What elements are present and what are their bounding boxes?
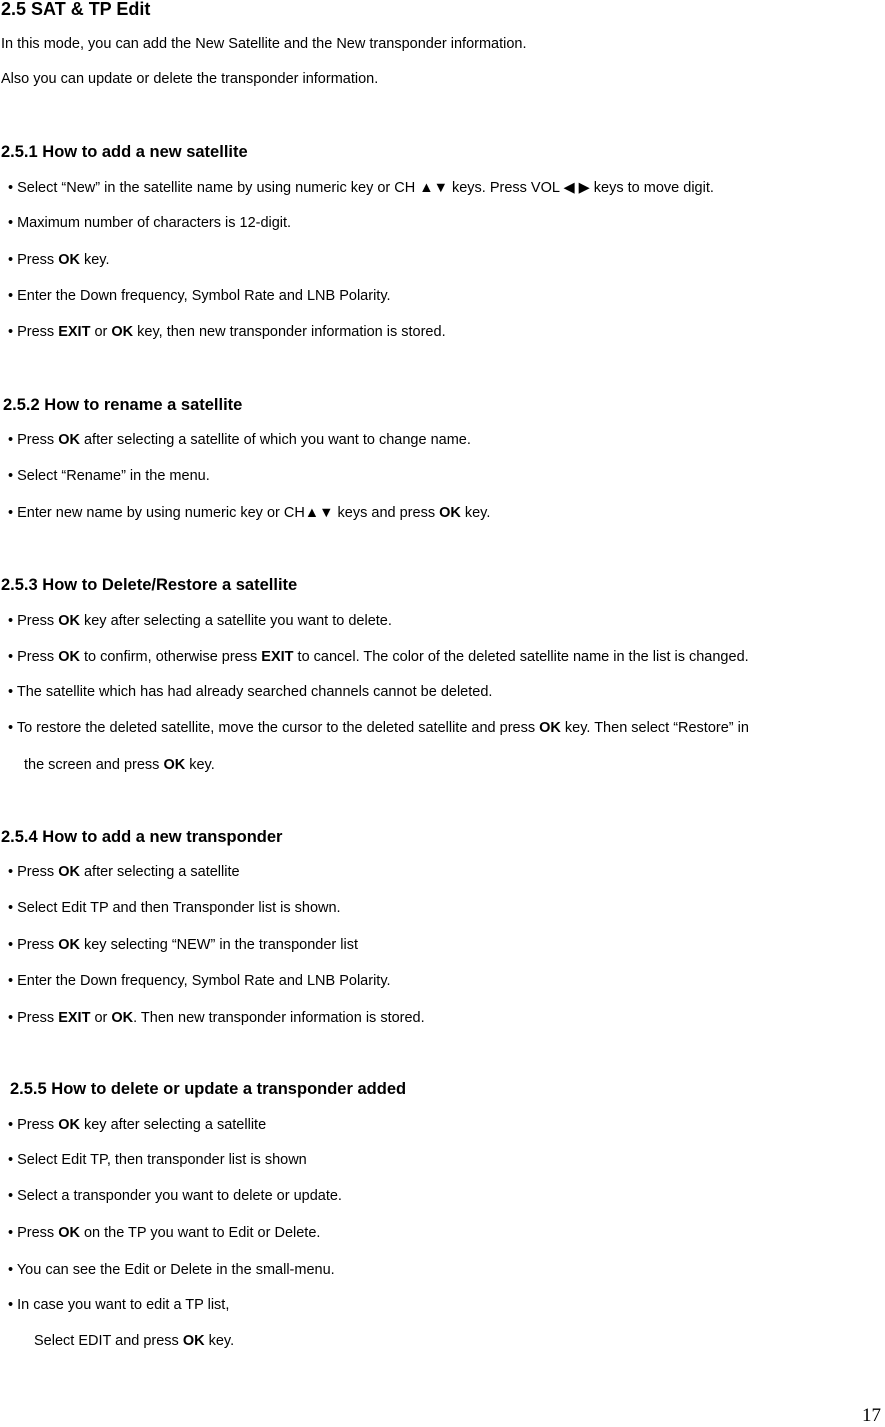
bullet-item: • In case you want to edit a TP list, [8,1297,230,1313]
intro-line-2: Also you can update or delete the transponder information. [1,71,379,87]
page-number: 17 [862,1405,881,1426]
bullet-item: • Press OK key after selecting a satellite [8,1117,267,1133]
key-name: OK [111,324,134,340]
key-name: OK [58,613,80,629]
key-name: OK [58,252,80,268]
bullet-item: • Enter the Down frequency, Symbol Rate and LNB Polarity. [8,973,391,989]
section-heading-2-5-1: 2.5.1 How to add a new satellite [1,143,248,161]
key-name: EXIT [58,1010,91,1026]
key-name: OK [58,432,80,448]
bullet-item: • Enter new name by using numeric key or CH▲▼ keys and press OK key. [8,505,491,521]
key-name: OK [111,1010,134,1026]
bullet-item: • Maximum number of characters is 12-digit. [8,215,292,231]
page-title: 2.5 SAT & TP Edit [1,0,151,19]
bullet-item: • Press EXIT or OK. Then new transponder information is stored. [8,1010,425,1026]
key-name: EXIT [58,324,91,340]
bullet-item: • Press OK after selecting a satellite [8,864,240,880]
bullet-item: • Press EXIT or OK key, then new transponder information is stored. [8,324,446,340]
key-name: OK [182,1333,205,1349]
key-name: OK [58,864,80,880]
section-heading-2-5-4: 2.5.4 How to add a new transponder [1,828,283,846]
bullet-item: • Press OK after selecting a satellite of which you want to change name. [8,432,471,448]
key-name: OK [58,1225,80,1241]
bullet-item: • Press OK to confirm, otherwise press EXIT to cancel. The color of the deleted satellite name in the list is changed. [8,649,749,665]
section-heading-2-5-3: 2.5.3 How to Delete/Restore a satellite [1,576,298,594]
bullet-item: • Press OK key selecting “NEW” in the transponder list [8,937,358,953]
key-name: OK [58,937,80,953]
key-name: OK [539,720,561,736]
bullet-continuation: the screen and press OK key. [24,757,215,773]
bullet-item: • Select Edit TP, then transponder list is shown [8,1152,307,1168]
bullet-item: • Select Edit TP and then Transponder list is shown. [8,900,341,916]
section-heading-2-5-2: 2.5.2 How to rename a satellite [3,396,243,414]
key-name: OK [163,757,186,773]
bullet-item: • Enter the Down frequency, Symbol Rate and LNB Polarity. [8,288,391,304]
bullet-item: • You can see the Edit or Delete in the small-menu. [8,1262,335,1278]
bullet-item: • Select “Rename” in the menu. [8,468,210,484]
key-name: OK [58,649,80,665]
bullet-item: • Press OK on the TP you want to Edit or Delete. [8,1225,321,1241]
bullet-item: • Press OK key after selecting a satellite you want to delete. [8,613,392,629]
bullet-item: • Select a transponder you want to delete or update. [8,1188,342,1204]
bullet-item: • To restore the deleted satellite, move the cursor to the deleted satellite and press OK key. Then select “Restore” in [8,720,749,736]
intro-line-1: In this mode, you can add the New Satellite and the New transponder information. [1,36,527,52]
key-name: OK [439,505,461,521]
bullet-item: • Press OK key. [8,252,110,268]
bullet-item: • Select “New” in the satellite name by using numeric key or CH ▲▼ keys. Press VOL ◀ ▶ keys to move digit. [8,180,714,196]
key-name: OK [58,1117,80,1133]
section-heading-2-5-5: 2.5.5 How to delete or update a transponder added [10,1080,407,1098]
bullet-continuation: Select EDIT and press OK key. [34,1333,235,1349]
bullet-item: • The satellite which has had already searched channels cannot be deleted. [8,684,493,700]
key-name: EXIT [261,649,294,665]
